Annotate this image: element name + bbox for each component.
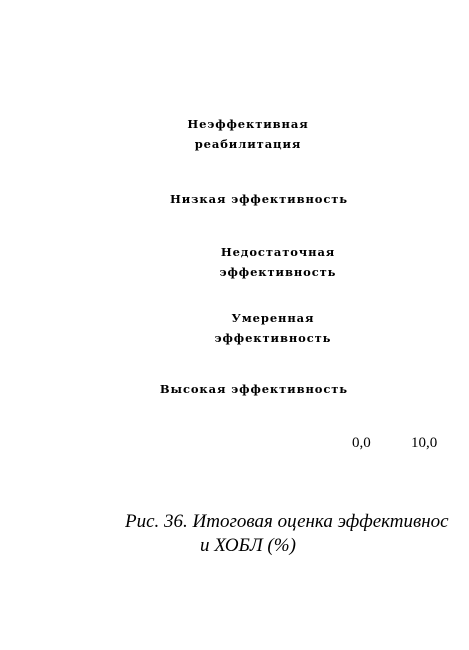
category-label-line: Умеренная [231,311,315,325]
category-label-line: эффективность [219,265,337,279]
category-label-line: Высокая эффективность [159,382,348,396]
figure-caption [125,510,469,558]
category-label-low [148,189,348,209]
x-tick-label: 10,0 [411,435,438,451]
category-label-ineffective [148,114,348,154]
category-label-high [148,379,348,399]
category-label-line: эффективность [214,331,332,345]
x-tick-label: 0,0 [352,435,371,451]
caption-line-2: и ХОБЛ (%) [200,535,296,556]
category-label-insufficient [198,242,358,282]
category-label-line: Недостаточная [220,245,336,259]
category-label-line: реабилитация [194,137,302,151]
category-label-line: Неэффективная [187,117,309,131]
category-label-line: Низкая эффективность [169,192,348,206]
caption-line-1: Рис. 36. Итоговая оценка эффективнос [125,511,449,532]
category-label-moderate [198,308,348,348]
